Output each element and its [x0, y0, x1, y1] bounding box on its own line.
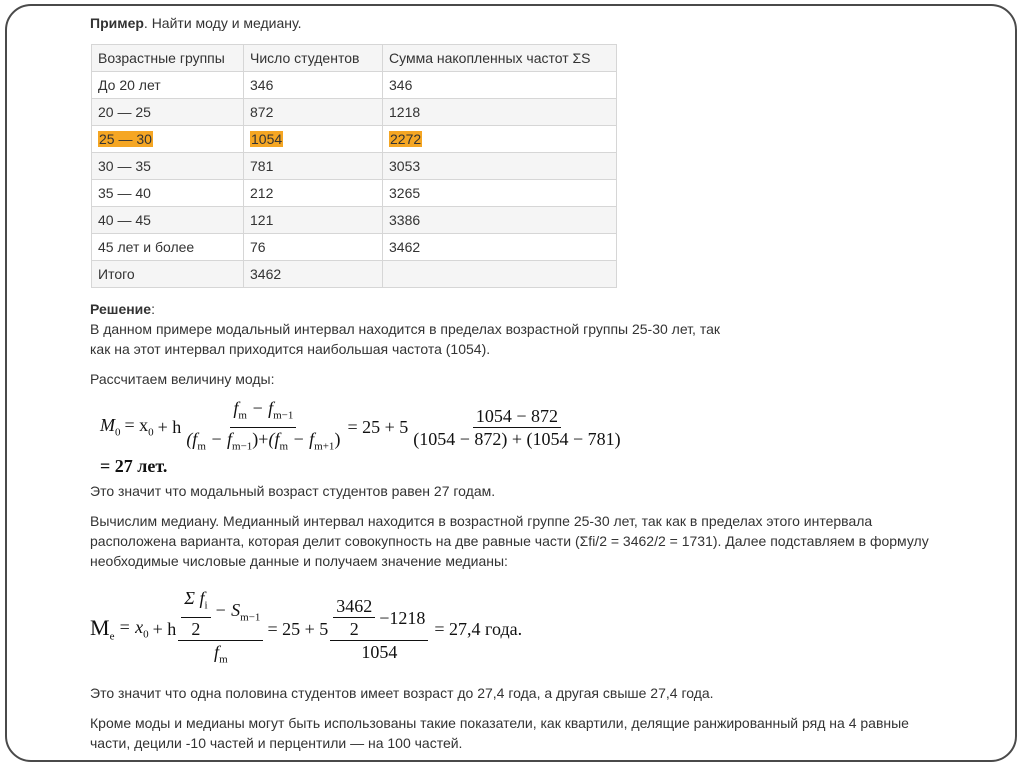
median-numeric-inner-fraction — [333, 596, 375, 639]
table-cell — [244, 126, 383, 153]
slide-frame — [5, 4, 1017, 762]
table-cell: 872 — [244, 99, 383, 126]
median-formula — [90, 577, 950, 681]
median-plus-h: + h — [152, 618, 177, 639]
example-heading — [90, 14, 950, 32]
table-cell: До 20 лет — [92, 72, 244, 99]
table-cell: 20 — 25 — [92, 99, 244, 126]
table-cell: 45 лет и более — [92, 234, 244, 261]
table-cell: 3265 — [383, 180, 617, 207]
table-row — [92, 153, 617, 180]
median-lhs: $M_e$ — [90, 615, 115, 643]
header-cell: Число студентов — [244, 45, 383, 72]
table-cell: 3386 — [383, 207, 617, 234]
table-cell — [383, 126, 617, 153]
median-minus-1218: −1218 — [379, 607, 426, 628]
table-cell — [92, 126, 244, 153]
table-cell: 3462 — [244, 261, 383, 288]
mode-numeric-fraction — [410, 406, 623, 449]
solution-paragraph-5: Это значит что одна половина студентов имеет возраст до 27,4 года, а другая свыше 27,4 года. — [90, 685, 714, 701]
median-numeric-inner-denominator: 2 — [349, 619, 359, 639]
solution-paragraph-3: Это значит что модальный возраст студентов равен 27 годам. — [90, 483, 496, 499]
mode-fraction-denominator: $(f_m - f_{m-1})+(f_m - f_{m+1})$ — [186, 428, 341, 453]
solution-paragraph-1: В данном примере модальный интервал находится в пределах возрастной группы 25-30 лет, так как на этот интервал приходится наибольшая частота (1054). — [90, 321, 720, 357]
header-cell: Возрастные группы — [92, 45, 244, 72]
median-fraction — [178, 588, 263, 669]
age-groups-table — [91, 44, 617, 288]
header-cell: Сумма накопленных частот ΣS — [383, 45, 617, 72]
highlighted-value: 1054 — [251, 131, 283, 147]
median-inner-numerator: Σ $f_i$ — [181, 588, 210, 618]
median-numeric-inner-numerator: 3462 — [333, 596, 375, 618]
table-cell: Итого — [92, 261, 244, 288]
solution-title-bold: Решение — [90, 301, 152, 317]
median-minus-s: − $S_{m-1}$ — [214, 599, 261, 624]
solution-paragraph-2: Рассчитаем величину моды: — [90, 371, 275, 387]
mode-numeric-denominator: (1054 − 872) + (1054 − 781) — [413, 428, 621, 449]
median-eq2: = 25 + 5 — [267, 618, 329, 639]
table-row — [92, 261, 617, 288]
table-cell: 121 — [244, 207, 383, 234]
mode-eq1: = $x_0$ — [124, 415, 154, 439]
mode-result: = 27 лет. — [100, 456, 168, 476]
solution-title — [90, 299, 950, 319]
example-heading-text: . Найти моду и медиану. — [143, 15, 302, 31]
solution-paragraph-4: Вычислим медиану. Медианный интервал находится в возрастной группе 25-30 лет, так как в пределах этого интервала расположена варианта, которая делит совокупность на две равные части (Σfi/2 = 3462/2 = 1731). Далее подставляем в формулу необходимые числовые данные и получаем значение медианы: — [90, 513, 929, 569]
table-cell — [383, 261, 617, 288]
table-row — [92, 72, 617, 99]
table-row — [92, 126, 617, 153]
median-fraction-denominator: $f_m$ — [214, 642, 228, 666]
median-inner-fraction — [181, 588, 210, 639]
mode-lhs: $M_0$ — [100, 415, 121, 439]
table-cell: 3053 — [383, 153, 617, 180]
mode-eq2: = 25 + 5 — [347, 416, 409, 437]
highlighted-value: 25 — 30 — [99, 131, 152, 147]
highlighted-value: 2272 — [390, 131, 422, 147]
table-row — [92, 234, 617, 261]
table-cell: 212 — [244, 180, 383, 207]
table-cell: 1218 — [383, 99, 617, 126]
median-inner-denominator: 2 — [191, 619, 201, 639]
median-fraction-numerator — [178, 588, 263, 641]
mode-numeric-numerator: 1054 − 872 — [473, 406, 561, 428]
solution-title-colon: : — [151, 301, 155, 317]
median-eq1: = $x_0$ — [118, 617, 149, 641]
median-numeric-numerator — [330, 596, 428, 641]
example-heading-bold: Пример — [90, 15, 144, 31]
table-cell: 40 — 45 — [92, 207, 244, 234]
table-cell: 346 — [244, 72, 383, 99]
table-cell: 35 — 40 — [92, 180, 244, 207]
solution-paragraph-6: Кроме моды и медианы могут быть использованы такие показатели, как квартили, делящие ранжированный ряд на 4 равные части, децили -10 частей и перцентили — на 100 частей. — [90, 715, 909, 751]
median-result: = 27,4 года. — [434, 618, 523, 639]
median-numeric-denominator: 1054 — [361, 642, 398, 662]
table-cell: 781 — [244, 153, 383, 180]
table-row — [92, 180, 617, 207]
median-numeric-fraction — [330, 596, 428, 662]
table-row — [92, 207, 617, 234]
table-row — [92, 99, 617, 126]
slide-content — [90, 14, 950, 753]
table-header-row — [92, 45, 617, 72]
table-cell: 3462 — [383, 234, 617, 261]
table-cell: 346 — [383, 72, 617, 99]
table-cell: 30 — 35 — [92, 153, 244, 180]
table-cell: 76 — [244, 234, 383, 261]
mode-fraction — [183, 398, 343, 456]
mode-formula — [100, 399, 950, 455]
mode-fraction-numerator: $f_m - f_{m-1}$ — [230, 398, 296, 428]
mode-plus-h: + h — [157, 416, 182, 437]
